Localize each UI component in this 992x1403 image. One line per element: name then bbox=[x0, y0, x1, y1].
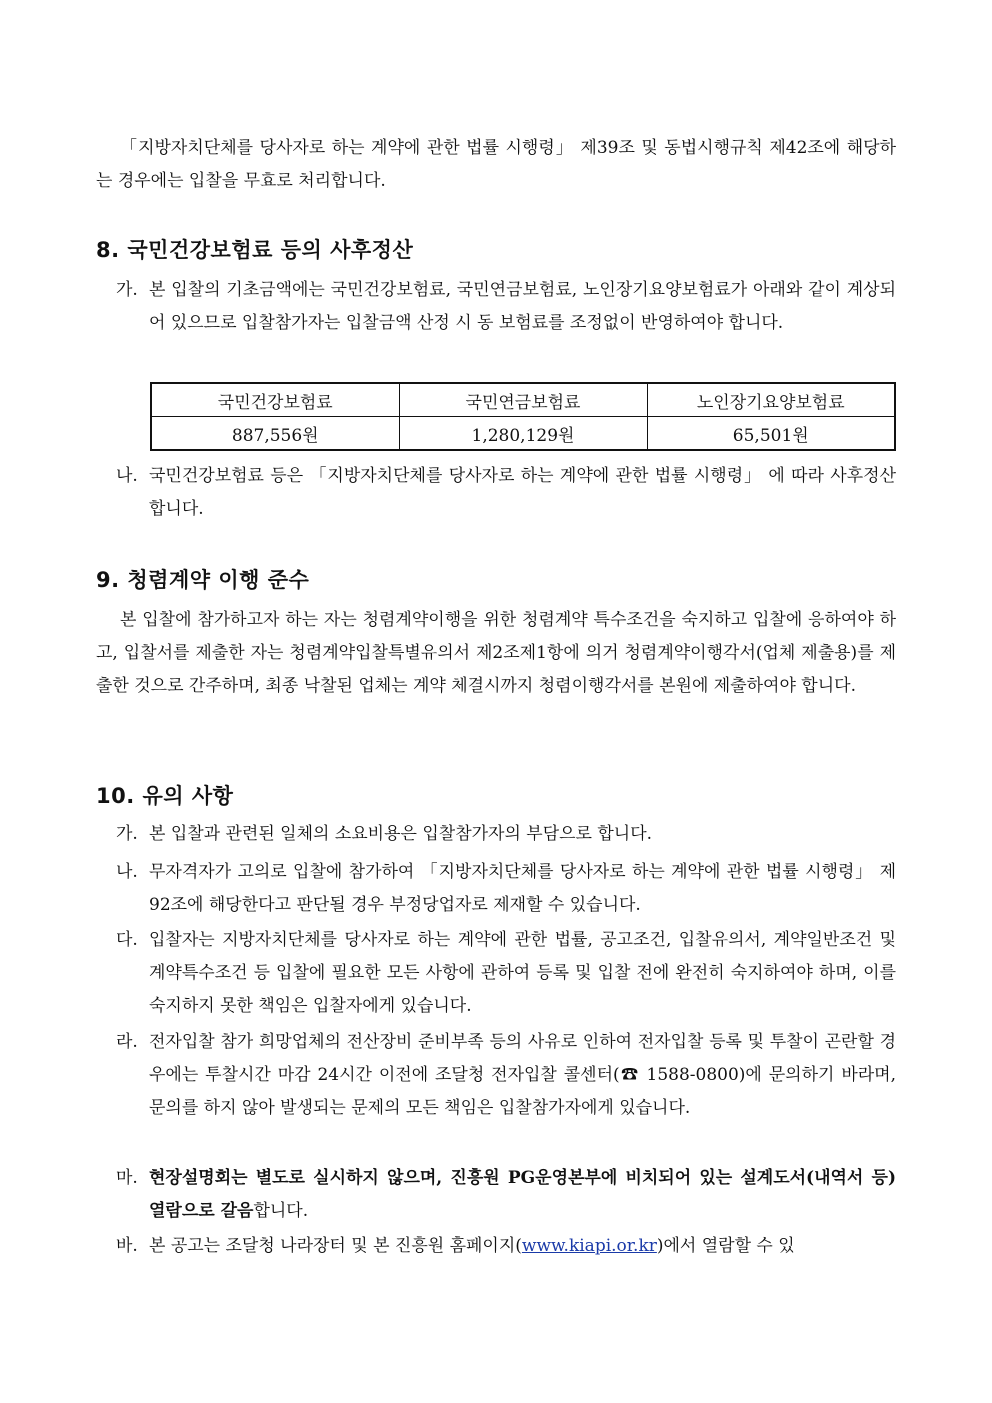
item-marker: 나. bbox=[116, 862, 138, 882]
item-text-pre: 본 공고는 조달청 나라장터 및 본 진흥원 홈페이지( bbox=[149, 1236, 522, 1256]
item-text: 본 입찰과 관련된 일체의 소요비용은 입찰참가자의 부담으로 합니다. bbox=[149, 824, 653, 844]
section-10-item-c bbox=[116, 924, 896, 1023]
section-8-item-a bbox=[116, 274, 896, 340]
section-10-item-e bbox=[116, 1162, 896, 1228]
item-marker: 다. bbox=[116, 930, 138, 950]
item-text: 국민건강보험료 등은 「지방자치단체를 당사자로 하는 계약에 관한 법률 시행령」 에 따라 사후정산 합니다. bbox=[149, 466, 896, 519]
section-10-item-f bbox=[116, 1230, 896, 1263]
item-text-rest: 합니다. bbox=[253, 1201, 309, 1221]
item-text: 무자격자가 고의로 입찰에 참가하여 「지방자치단체를 당사자로 하는 계약에 관한 법률 시행령」 제92조에 해당한다고 판단될 경우 부정당업자로 제재할 수 있습니다. bbox=[149, 862, 896, 915]
item-marker: 마. bbox=[116, 1168, 138, 1188]
item-text-post: )에서 열람할 수 있 bbox=[656, 1236, 795, 1256]
item-text: 입찰자는 지방자치단체를 당사자로 하는 계약에 관한 법률, 공고조건, 입찰유의서, 계약일반조건 및 계약특수조건 등 입찰에 필요한 모든 사항에 관하여 등록 및 입찰 전에 완전히 숙지하여야 하며, 이를 숙지하지 못한 책임은 입찰자에게 있습니다. bbox=[149, 930, 896, 1016]
item-marker: 나. bbox=[116, 466, 138, 486]
section-10-item-d bbox=[116, 1026, 896, 1125]
section-9-heading: 9. 청렴계약 이행 준수 bbox=[96, 568, 310, 592]
table-header-cell: 국민연금보험료 bbox=[399, 383, 647, 417]
table-row bbox=[151, 417, 895, 451]
homepage-link[interactable]: www.kiapi.or.kr bbox=[521, 1236, 657, 1256]
item-marker: 라. bbox=[116, 1032, 138, 1052]
item-marker: 가. bbox=[116, 824, 138, 844]
table-header-row bbox=[151, 383, 895, 417]
section-8-heading: 8. 국민건강보험료 등의 사후정산 bbox=[96, 238, 414, 262]
table-header-cell: 국민건강보험료 bbox=[151, 383, 399, 417]
section-10-item-b bbox=[116, 856, 896, 922]
section-9-paragraph: 본 입찰에 참가하고자 하는 자는 청렴계약이행을 위한 청렴계약 특수조건을 숙지하고 입찰에 응하여야 하고, 입찰서를 제출한 자는 청렴계약입찰특별유의서 제2조제1항에 의거 청렴계약이행각서(업체 제출용)를 제출한 것으로 간주하며, 최종 낙찰된 업체는 계약 체결시까지 청렴이행각서를 본원에 제출하여야 합니다. bbox=[96, 610, 896, 696]
item-text bbox=[149, 1162, 896, 1228]
intro-paragraph: 「지방자치단체를 당사자로 하는 계약에 관한 법률 시행령」 제39조 및 동법시행규칙 제42조에 해당하는 경우에는 입찰을 무효로 처리합니다. bbox=[96, 138, 896, 191]
table-header-cell: 노인장기요양보험료 bbox=[647, 383, 895, 417]
insurance-table bbox=[150, 382, 896, 451]
section-8-item-b bbox=[116, 460, 896, 526]
table-cell: 65,501원 bbox=[647, 417, 895, 451]
section-10-heading: 10. 유의 사항 bbox=[96, 784, 234, 808]
item-text-bold: 현장설명회는 별도로 실시하지 않으며, 진흥원 PG운영본부에 비치되어 있는 설계도서(내역서 등) 열람으로 갈음 bbox=[149, 1168, 896, 1221]
table-cell: 887,556원 bbox=[151, 417, 399, 451]
section-10-item-a bbox=[116, 818, 896, 851]
item-text bbox=[149, 1230, 896, 1263]
item-marker: 바. bbox=[116, 1236, 138, 1256]
table-cell: 1,280,129원 bbox=[399, 417, 647, 451]
item-marker: 가. bbox=[116, 280, 138, 300]
item-text: 전자입찰 참가 희망업체의 전산장비 준비부족 등의 사유로 인하여 전자입찰 등록 및 투찰이 곤란할 경우에는 투찰시간 마감 24시간 이전에 조달청 전자입찰 콜센터(☎ 1588-0800)에 문의하기 바라며, 문의를 하지 않아 발생되는 문제의 모든 책임은 입찰참가자에게 있습니다. bbox=[149, 1032, 896, 1118]
item-text: 본 입찰의 기초금액에는 국민건강보험료, 국민연금보험료, 노인장기요양보험료가 아래와 같이 계상되어 있으므로 입찰참가자는 입찰금액 산정 시 동 보험료를 조정없이 반영하여야 합니다. bbox=[149, 280, 896, 333]
